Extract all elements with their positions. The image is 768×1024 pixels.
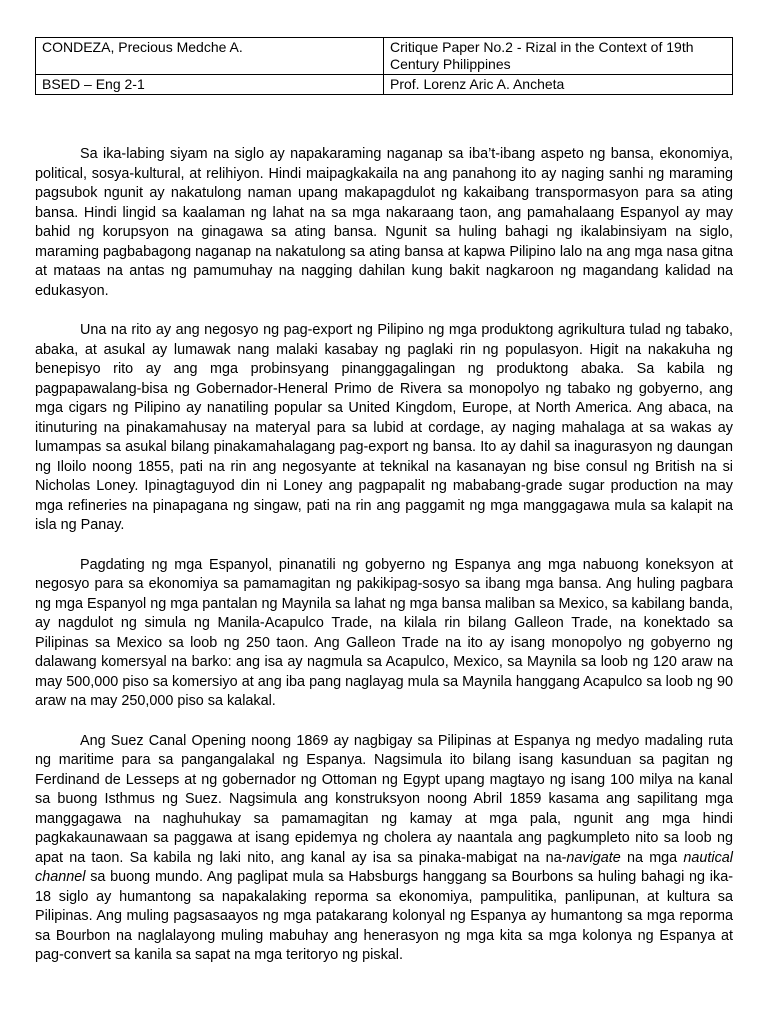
document-body bbox=[35, 145, 733, 986]
paragraph-4-part-b: na mga bbox=[620, 849, 684, 866]
class-section: BSED – Eng 2-1 bbox=[36, 75, 384, 95]
paragraph-4 bbox=[35, 732, 733, 966]
paper-title: Critique Paper No.2 - Rizal in the Context of 19th Century Philippines bbox=[384, 38, 733, 75]
header-table bbox=[35, 37, 733, 95]
paragraph-2: Una na rito ay ang negosyo ng pag-export ng Pilipino ng mga produktong agrikultura tulad ng tabako, abaka, at asukal ay lumawak nang malaki kasabay ng paglaki rin ng populasyon. Higit na nakakuha ng benepisyo rito ay ang mga probinsyang pinanggagalingan ng produktong abaka. Sa kabila ng pagpapawalang-bisa ng Gobernador-Heneral Primo de Rivera sa monopolyo ng tabako ng gobyerno, ang mga cigars ng Pilipino ay nanatiling popular sa United Kingdom, Europe, at North America. Ang abaca, na itinuturing na pinakamahusay na materyal para sa lubid at cordage, ay naging mahalaga at sa wakas ay lumampas sa asukal bilang pinakamahalagang pag-export ng bansa. Ito ay dahil sa inagurasyon ng daungan ng Iloilo noong 1855, pati na rin ang negosyante at teknikal na kasanayan ng bise consul ng British na si Nicholas Loney. Ipinagtaguyod din ni Loney ang pagpapalit ng mababang-grade sugar production na may mga refineries na pinapagana ng singaw, pati na rin ang paggamit ng mga manggagawa mula sa kalapit na isla ng Panay. bbox=[35, 322, 733, 533]
header-row-2 bbox=[36, 75, 733, 95]
paragraph-4-part-c: sa buong mundo. Ang paglipat mula sa Habsburgs hanggang sa Bourbons sa huling bahagi ng ika-18 siglo ay humantong sa napakalaking reporma sa ekonomiya, pampulitika, panlipunan, at kultura sa Pilipinas. Ang muling pagsasaayos ng mga patakarang kolonyal ng Espanya ay humantong sa mga reporma sa Bourbon na naglalayong muling mabuhay ang henerasyon ng mga kita sa mga kolonya ng Espanya at pag-convert sa kanila sa sapat na mga teritoryo ng piskal. bbox=[35, 869, 733, 963]
italic-navigate: navigate bbox=[566, 849, 621, 866]
student-name: CONDEZA, Precious Medche A. bbox=[36, 38, 384, 75]
header-row-1 bbox=[36, 38, 733, 75]
professor-name: Prof. Lorenz Aric A. Ancheta bbox=[384, 75, 733, 95]
paragraph-3: Pagdating ng mga Espanyol, pinanatili ng gobyerno ng Espanya ang mga nabuong koneksyon at negosyo para sa ekonomiya sa pamamagitan ng pakikipag-sosyo sa ibang mga bansa. Ang huling pagbara ng mga Espanyol ng mga pantalan ng Maynila sa lahat ng mga bansa maliban sa Mexico, sa kabilang banda, ay nagdulot ng simula ng Manila-Acapulco Trade, na kilala rin bilang Galleon Trade, na konektado sa Pilipinas sa Mexico sa loob ng 250 taon. Ang Galleon Trade na ito ay isang monopolyo ng gobyerno ng dalawang komersyal na barko: ang isa ay nagmula sa Acapulco, Mexico, sa Maynila sa loob ng 120 araw na may 500,000 piso sa komersiyo at ang iba pang naglayag mula sa Maynila hanggang Acapulco sa loob ng 90 araw na may 250,000 piso sa kalakal. bbox=[35, 556, 733, 709]
paragraph-1: Sa ika-labing siyam na siglo ay napakaraming naganap sa iba’t-ibang aspeto ng bansa, ekonomiya, political, sosya-kultural, at relihiyon. Hindi maipagkakaila na ang panahong ito ay naging sanhi ng maraming pagsubok ngunit ay nakatulong naman upang makapagdulot ng kakaibang transpormasyon para sa ating bansa. Hindi lingid sa kaalaman ng lahat na sa mga nakaraang taon, ang pamahalaang Espanyol ay may bahid ng korupsyon na ginagawa sa ating bansa. Ngunit sa huling bahagi ng ikalabinsiyam na siglo, maraming pagbabagong naganap na nakatulong sa ating bansa at kapwa Pilipino lalo na ang mga nasa gitna at mataas na antas ng pamumuhay na nagging dahilan kung bakit nagkaroon ng magandang kalidad na edukasyon. bbox=[35, 146, 733, 299]
paragraph-4-part-a: Ang Suez Canal Opening noong 1869 ay nagbigay sa Pilipinas at Espanya ng medyo madaling ruta ng maritime para sa pangangalakal ng Espanya. Nagsimula ito bilang isang kasunduan sa pagitan ng Ferdinand de Lesseps at ng gobernador ng Ottoman ng Egypt upang magtayo ng isang 100 milya na kanal sa buong Isthmus ng Suez. Nagsimula ang konstruksyon noong Abril 1859 kasama ang sapilitang mga manggagawa na naghuhukay sa pamamagitan ng kamay at mga pala, ngunit ang mga hindi pagkakaunawaan sa paggawa at isang epidemya ng cholera ay naantala ang pagkumpleto nito sa loob ng apat na taon. Sa kabila ng laki nito, ang kanal ay isa sa pinaka-mabigat na na- bbox=[35, 732, 733, 866]
italic-nautical-channel: nautical channel bbox=[35, 849, 733, 885]
